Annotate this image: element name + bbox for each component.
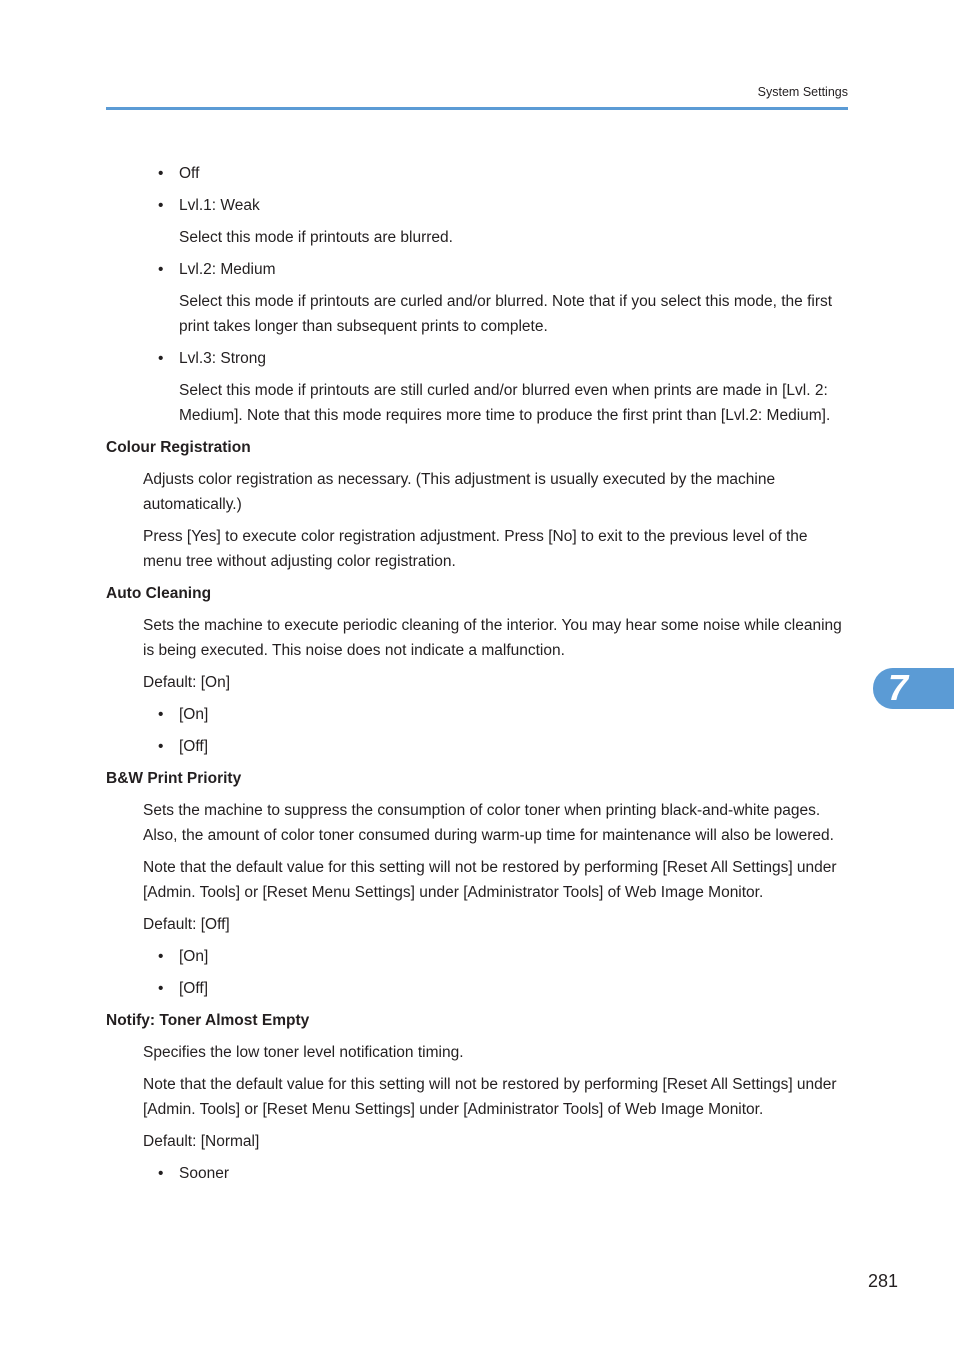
list-item bbox=[106, 976, 848, 1001]
chapter-tab bbox=[873, 668, 954, 709]
list-item-label: Lvl.2: Medium bbox=[179, 261, 276, 278]
section-heading-notify-toner-almost-empty: Notify: Toner Almost Empty bbox=[106, 1012, 310, 1029]
bullet-icon: • bbox=[158, 948, 164, 965]
header-section-title: System Settings bbox=[757, 85, 848, 99]
page-number: 281 bbox=[867, 1271, 898, 1291]
list-item bbox=[106, 257, 848, 282]
bullet-icon: • bbox=[158, 165, 164, 182]
paragraph: Adjusts color registration as necessary. (This adjustment is usually executed by the machine automatically.) bbox=[143, 471, 776, 513]
list-item-label: Off bbox=[179, 165, 200, 182]
paragraph: Sets the machine to suppress the consumption of color toner when printing black-and-white pages. Also, the amount of color toner consumed during warm-up time for maintenance will also be lowered. bbox=[143, 802, 834, 844]
list-item-label: Sooner bbox=[179, 1165, 229, 1182]
list-item-label: [Off] bbox=[179, 980, 209, 997]
list-item-label: [On] bbox=[179, 948, 209, 965]
list-item bbox=[106, 944, 848, 969]
list-item-note: Select this mode if printouts are still curled and/or blurred even when prints are made in [Lvl. 2: Medium]. Note that this mode requires more time to produce the first print than [Lvl.2: Medium]. bbox=[179, 382, 831, 424]
list-item-label: Lvl.1: Weak bbox=[179, 197, 260, 214]
list-item-note: Select this mode if printouts are blurred. bbox=[179, 229, 453, 246]
paragraph: Specifies the low toner level notification timing. bbox=[143, 1044, 464, 1061]
section-heading-colour-registration: Colour Registration bbox=[106, 439, 251, 456]
section-heading-auto-cleaning: Auto Cleaning bbox=[106, 585, 212, 602]
list-item-note: Select this mode if printouts are curled and/or blurred. Note that if you select this mode, the first print takes longer than subsequent prints to complete. bbox=[179, 293, 833, 335]
bullet-icon: • bbox=[158, 738, 164, 755]
default-value: Default: [Off] bbox=[143, 916, 230, 933]
bullet-icon: • bbox=[158, 197, 164, 214]
list-item-label: Lvl.3: Strong bbox=[179, 350, 267, 367]
paragraph: Note that the default value for this setting will not be restored by performing [Reset All Settings] under [Admin. Tools] or [Reset Menu Settings] under [Administrator Tools] of Web Image Monitor. bbox=[143, 1076, 837, 1118]
list-item bbox=[106, 734, 848, 759]
default-value: Default: [Normal] bbox=[143, 1133, 260, 1150]
default-value: Default: [On] bbox=[143, 674, 231, 691]
bullet-icon: • bbox=[158, 261, 164, 278]
bullet-icon: • bbox=[158, 980, 164, 997]
bullet-icon: • bbox=[158, 350, 164, 367]
list-item-label: [On] bbox=[179, 706, 209, 723]
list-item bbox=[106, 346, 848, 371]
list-item bbox=[106, 1161, 848, 1186]
paragraph: Note that the default value for this setting will not be restored by performing [Reset All Settings] under [Admin. Tools] or [Reset Menu Settings] under [Administrator Tools] of Web Image Monitor. bbox=[143, 859, 837, 901]
paragraph: Sets the machine to execute periodic cleaning of the interior. You may hear some noise while cleaning is being executed. This noise does not indicate a malfunction. bbox=[143, 617, 842, 659]
bullet-icon: • bbox=[158, 1165, 164, 1182]
list-item bbox=[106, 702, 848, 727]
chapter-number: 7 bbox=[888, 667, 909, 708]
section-heading-bw-print-priority: B&W Print Priority bbox=[106, 770, 242, 787]
list-item bbox=[106, 193, 848, 218]
list-item-label: [Off] bbox=[179, 738, 209, 755]
page-content bbox=[106, 161, 848, 1193]
paragraph: Press [Yes] to execute color registration adjustment. Press [No] to exit to the previous level of the menu tree without adjusting color registration. bbox=[143, 528, 808, 570]
header-divider bbox=[106, 107, 848, 110]
bullet-icon: • bbox=[158, 706, 164, 723]
list-item bbox=[106, 161, 848, 186]
